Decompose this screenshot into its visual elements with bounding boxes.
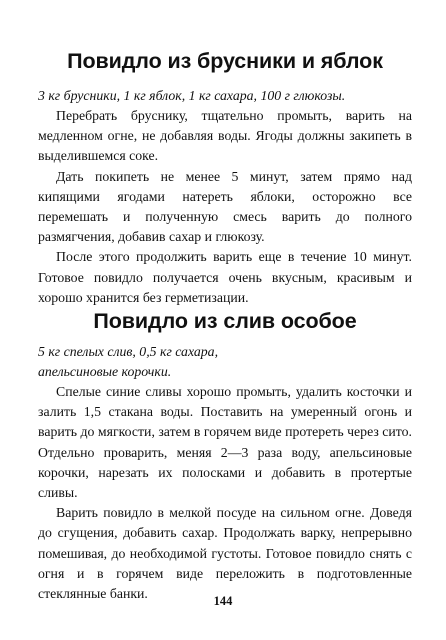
ingredients-list <box>38 342 412 382</box>
recipe-paragraph: Варить повидло в мелкой посуде на сильном огне. Доведя до сгущения, добавить сахар. Продолжать варку, непрерывно помешивая, до необходимой густоты. Готовое повидло снять с огня и в горячем виде переложить в подготовленные стеклянные банки. <box>38 505 412 602</box>
ingredients-list <box>38 86 412 106</box>
recipe-paragraph: Дать покипеть не менее 5 минут, затем прямо над кипящими ягодами натереть яблоки, осторожно все перемешать и полученную смесь варить до полного размягчения, добавив сахар и глюкозу. <box>38 168 412 245</box>
recipe-paragraph: Перебрать бруснику, тщательно промыть, варить на медленном огне, не добавляя воды. Ягоды должны закипеть в выделившемся соке. <box>38 108 412 164</box>
recipe-paragraph: Спелые синие сливы хорошо промыть, удалить косточки и залить 1,5 стакана воды. Поставить на умеренный огонь и варить до мягкости, затем в горячем виде протереть через сито. Отдельно проварить, меняя 2—3 раза воду, апельсиновые корочки, нарезать их полосками и добавить в протертые сливы. <box>38 384 412 501</box>
ingredients-line: апельсиновые корочки. <box>38 364 172 380</box>
recipe-title: Повидло из брусники и яблок <box>67 49 383 73</box>
ingredients-line: 3 кг брусники, 1 кг яблок, 1 кг сахара, 100 г глюкозы. <box>38 88 346 103</box>
recipe-paragraph: После этого продолжить варить еще в течение 10 минут. Готовое повидло получается очень вкусным, красивым и хорошо хранится без герметизации. <box>38 249 412 305</box>
page-number: 144 <box>213 594 233 608</box>
recipe-plum-special <box>38 308 412 604</box>
ingredients-line: 5 кг спелых слив, 0,5 кг сахара, <box>38 344 219 360</box>
page-content <box>38 48 412 604</box>
recipe-lingonberry-apple <box>38 48 412 308</box>
recipe-title: Повидло из слив особое <box>93 309 357 334</box>
